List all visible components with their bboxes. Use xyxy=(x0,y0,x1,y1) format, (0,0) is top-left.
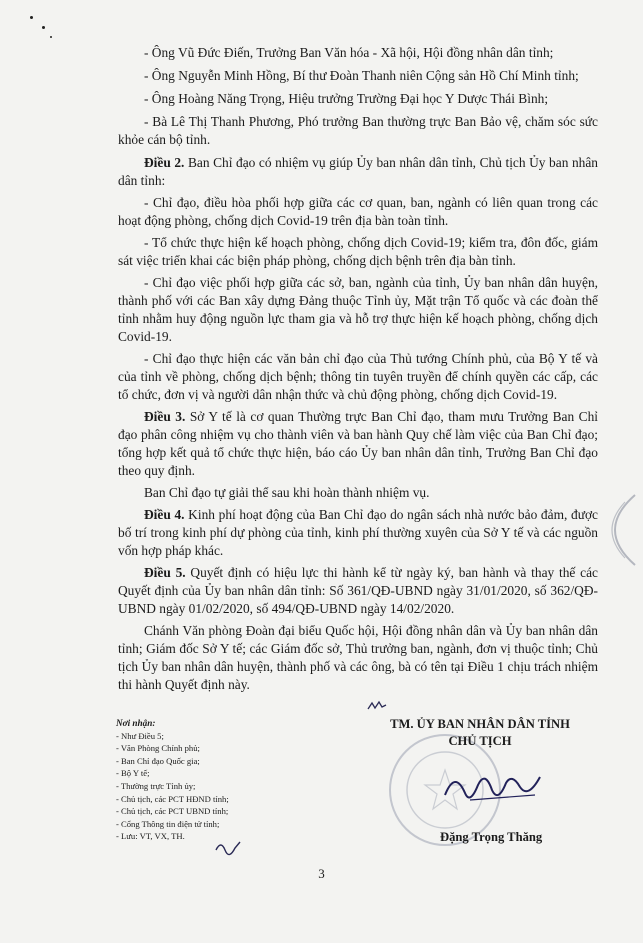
article-2-item: - Chỉ đạo thực hiện các văn bản chỉ đạo của Thủ tướng Chính phủ, của Bộ Y tế và của tỉnh về phòng, chống dịch bệnh; thông tin tuyên truyền để chính quyền các cấp, các tổ chức, đơn vị và người dân nhận thức và chủ động phòng, chống dịch Covid-19. xyxy=(118,351,598,402)
member-line: - Ông Hoàng Năng Trọng, Hiệu trưởng Trường Đại học Y Dược Thái Bình; xyxy=(144,91,549,106)
article-2-intro: Điều 2. Ban Chỉ đạo có nhiệm vụ giúp Ủy ban nhân dân tỉnh, Chủ tịch Ủy ban nhân dân tỉnh: xyxy=(118,155,598,188)
handwritten-initial-icon xyxy=(366,699,388,713)
recipient-item: - Cổng Thông tin điện tử tỉnh; xyxy=(116,818,220,829)
recipient-item: - Như Điều 5; xyxy=(116,730,164,741)
article-2-item: - Chỉ đạo việc phối hợp giữa các sở, ban, ngành của tỉnh, Ủy ban nhân dân huyện, thành phố với các Ban xây dựng Đảng thuộc Tỉnh ủy, Mặt trận Tổ quốc và các đoàn thể tỉnh nhằm huy động nguồn lực tham gia và hỗ trợ thực hiện kế hoạch phòng, chống dịch Covid-19. xyxy=(118,275,598,344)
member-line: - Bà Lê Thị Thanh Phương, Phó trưởng Ban thường trực Ban Bảo vệ, chăm sóc sức khỏe cán bộ tỉnh. xyxy=(118,114,598,147)
sign-title: CHỦ TỊCH xyxy=(448,734,512,748)
article-3-label: Điều 3. xyxy=(144,409,186,424)
article-5: Điều 5. Quyết định có hiệu lực thi hành kể từ ngày ký, ban hành và thay thế các Quyết định của Ủy ban nhân dân tỉnh: Số 361/QĐ-UBND ngày 31/01/2020, số 362/QĐ-UBND ngày 01/02/2020, số 494/QĐ-UBND ngày 14/02/2020. xyxy=(118,565,598,616)
article-3: Điều 3. Sở Y tế là cơ quan Thường trực Ban Chỉ đạo, tham mưu Trưởng Ban Chỉ đạo phân công nhiệm vụ cho thành viên và ban hành Quy chế làm việc của Ban Chỉ đạo; tổng hợp kết quả tổ chức thực hiện, báo cáo Ủy ban nhân dân tỉnh, Trưởng Ban Chỉ đạo theo quy định. xyxy=(118,409,598,478)
article-4: Điều 4. Kinh phí hoạt động của Ban Chỉ đạo do ngân sách nhà nước bảo đảm, được bố trí trong kinh phí dự phòng của tỉnh, kinh phí thường xuyên của Sở Y tế và các nguồn vốn hợp pháp khác. xyxy=(118,507,598,558)
recipients-header: Nơi nhận: xyxy=(116,718,156,728)
recipient-item: - Chủ tịch, các PCT UBND tỉnh; xyxy=(116,806,229,817)
member-line: - Ông Nguyễn Minh Hồng, Bí thư Đoàn Thanh niên Cộng sản Hồ Chí Minh tỉnh; xyxy=(144,68,579,83)
recipient-item: - Thường trực Tỉnh ủy; xyxy=(116,780,196,791)
recipients-block xyxy=(116,717,376,843)
article-2-label: Điều 2. xyxy=(144,155,185,170)
member-line: - Ông Vũ Đức Điến, Trưởng Ban Văn hóa - Xã hội, Hội đồng nhân dân tỉnh; xyxy=(144,45,554,60)
sign-authority: TM. ỦY BAN NHÂN DÂN TỈNH xyxy=(390,717,570,731)
article-5-label: Điều 5. xyxy=(144,565,186,580)
signature-block xyxy=(360,716,600,750)
decision-body xyxy=(118,44,598,698)
recipient-item: - Lưu: VT, VX, TH. xyxy=(116,831,185,842)
article-5-responsibility: Chánh Văn phòng Đoàn đại biểu Quốc hội, Hội đồng nhân dân và Ủy ban nhân dân tỉnh; Giám đốc Sở Y tế; các Giám đốc sở, Thủ trưởng ban, ngành, đơn vị thuộc tỉnh; Chủ tịch Ủy ban nhân dân huyện, thành phố và các ông, bà có tên tại Điều 1 chịu trách nhiệm thi hành Quyết định này. xyxy=(118,623,598,692)
recipient-item: - Chủ tịch, các PCT HĐND tỉnh; xyxy=(116,793,229,804)
handwritten-initial-icon xyxy=(213,838,243,858)
recipient-item: - Bộ Y tế; xyxy=(116,768,150,779)
recipient-item: - Ban Chỉ đạo Quốc gia; xyxy=(116,755,200,766)
article-2-item: - Tổ chức thực hiện kế hoạch phòng, chống dịch Covid-19; kiểm tra, đôn đốc, giám sát việc triển khai các biện pháp phòng, chống dịch bệnh trên địa bàn tỉnh. xyxy=(118,235,598,268)
article-2-item: - Chỉ đạo, điều hòa phối hợp giữa các cơ quan, ban, ngành có liên quan trong các hoạt động phòng, chống dịch Covid-19 trên địa bàn toàn tỉnh. xyxy=(118,195,598,228)
stamp-icon xyxy=(585,490,643,570)
recipient-item: - Văn Phòng Chính phủ; xyxy=(116,743,200,754)
article-4-label: Điều 4. xyxy=(144,507,185,522)
page-number: 3 xyxy=(318,866,325,881)
article-3-note: Ban Chỉ đạo tự giải thể sau khi hoàn thành nhiệm vụ. xyxy=(144,485,430,500)
signer-name: Đặng Trọng Thăng xyxy=(440,830,543,844)
scan-specks xyxy=(28,14,68,44)
handwritten-signature-icon xyxy=(440,765,550,810)
